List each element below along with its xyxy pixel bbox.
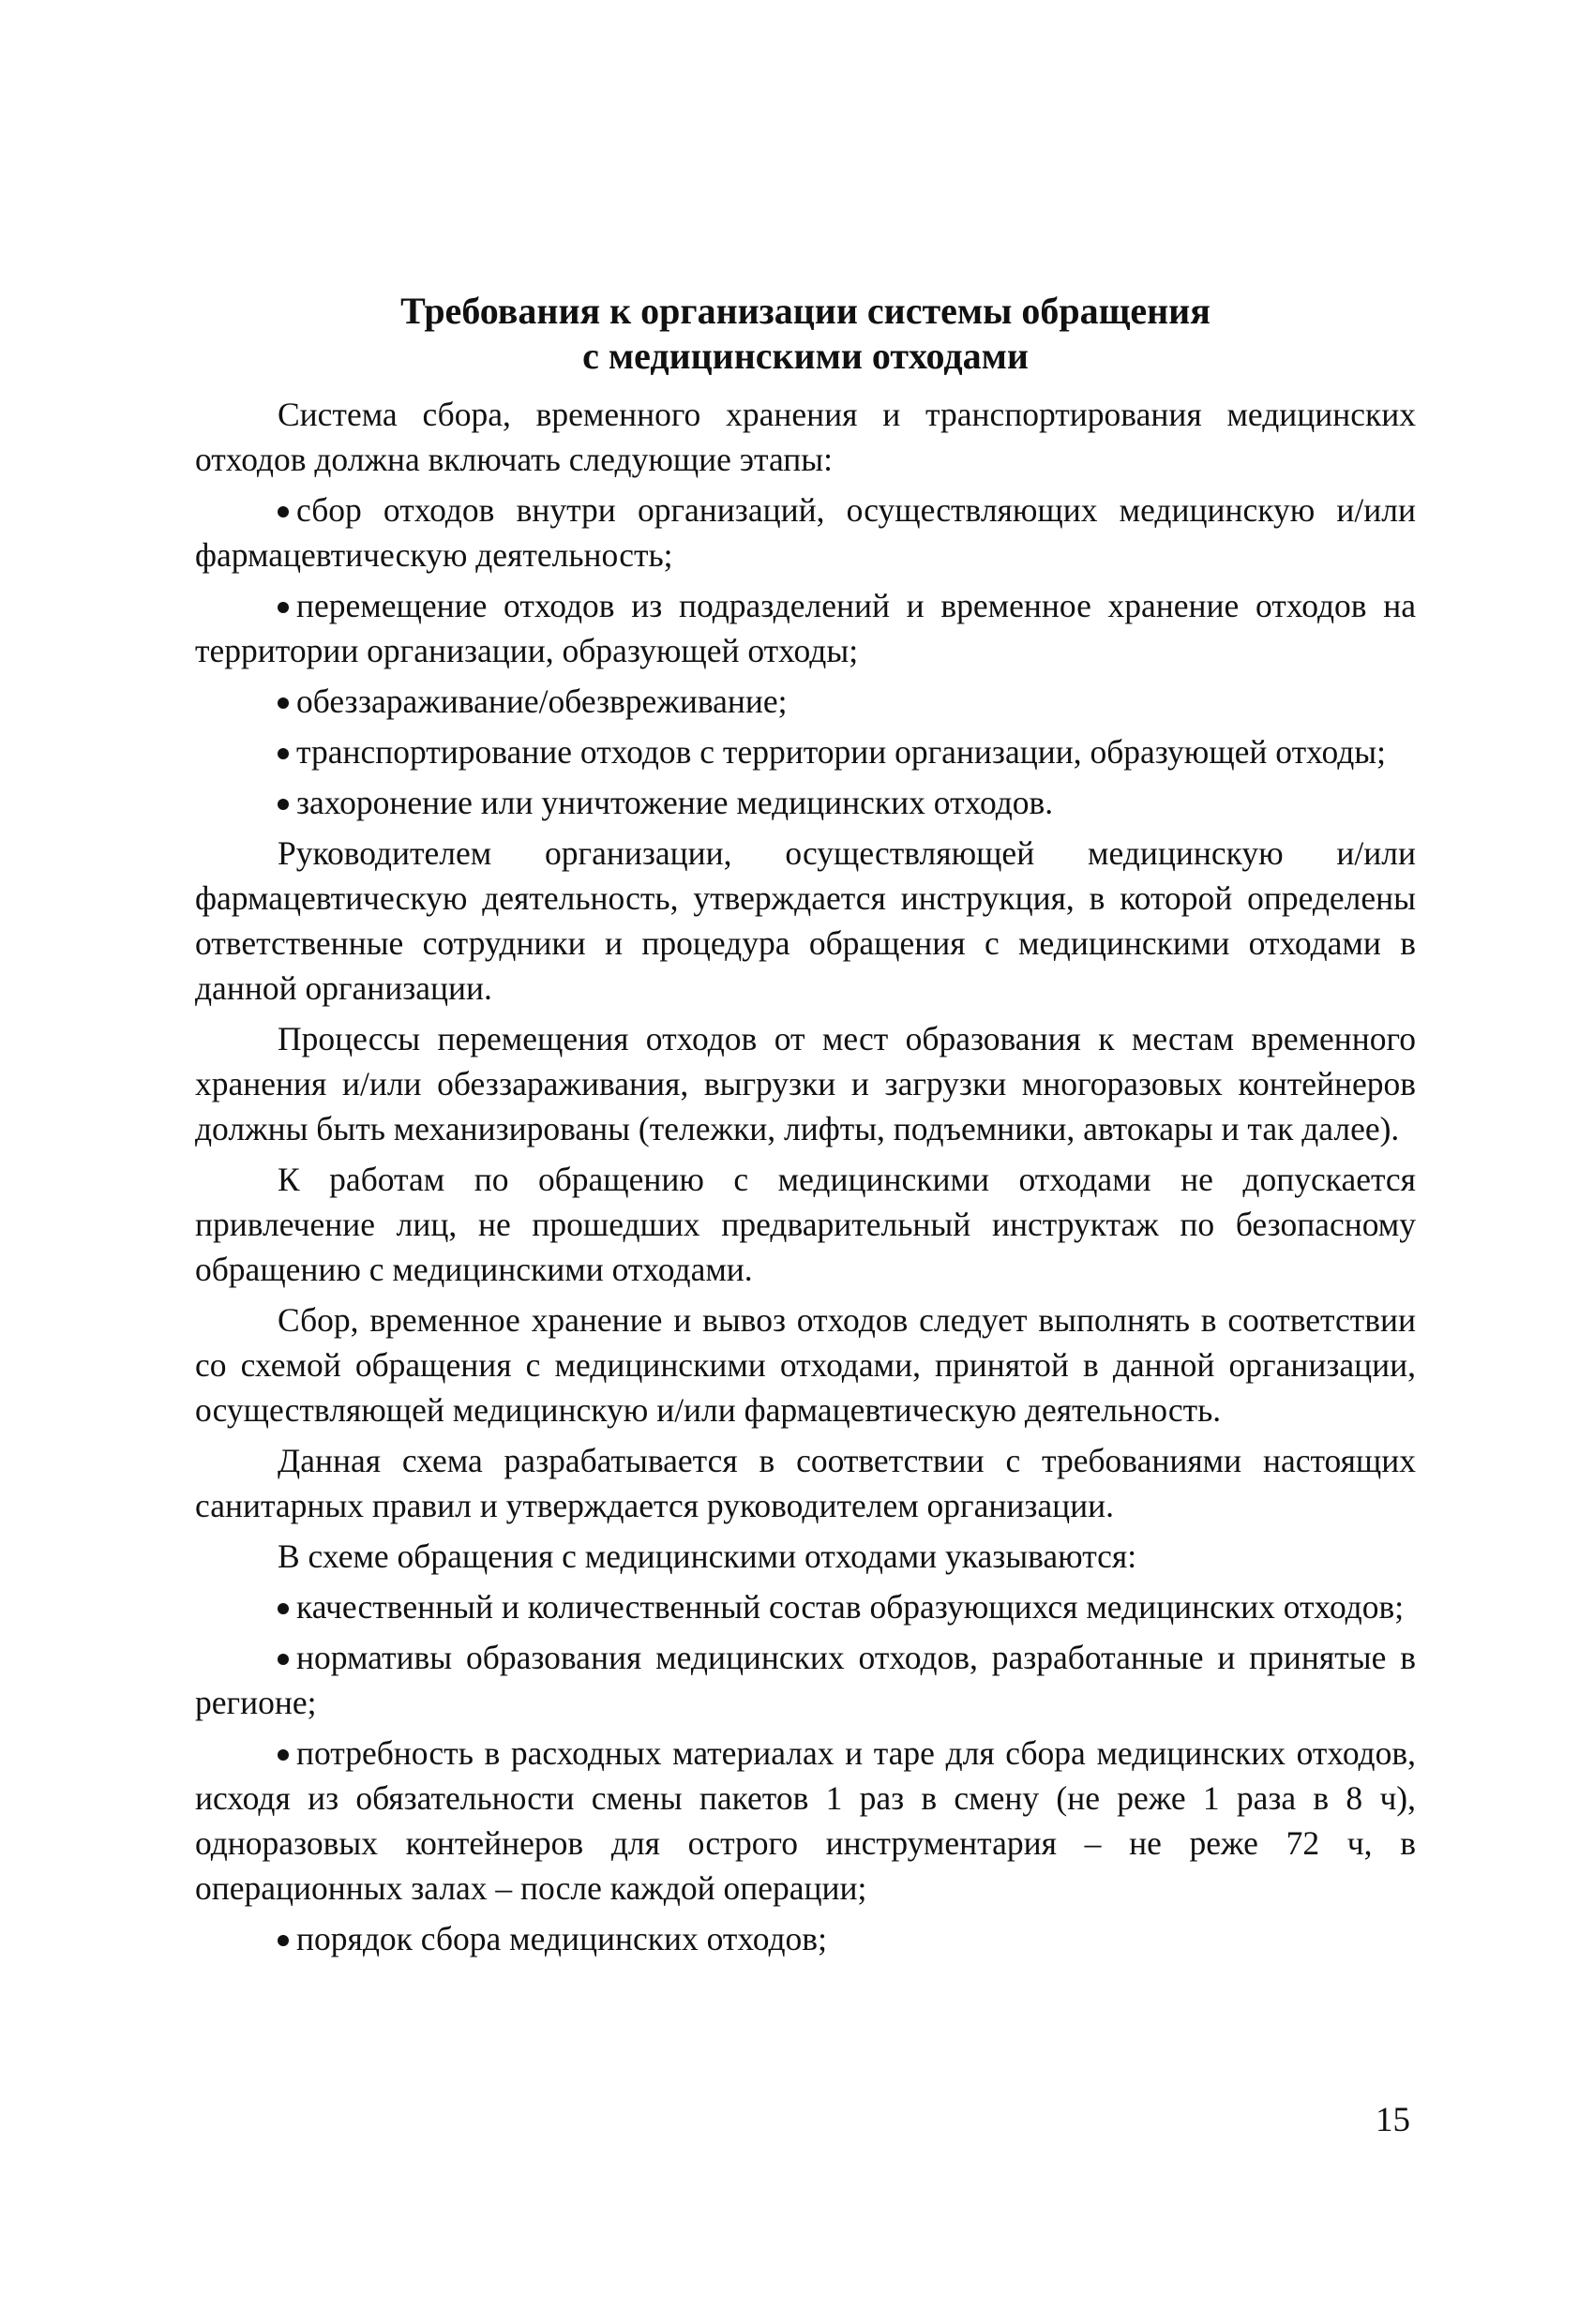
section-title [195,289,1416,379]
bullet-item [195,487,1416,577]
bullet-text: обеззараживание/обезвреживание; [296,682,788,720]
bullet-text: нормативы образования медицинских отходов, разработанные и принятые в регионе; [195,1639,1416,1721]
bullet-icon [278,506,289,517]
bullet-icon [278,1749,289,1761]
paragraph: Система сбора, временного хранения и транспортирования медицинских отходов должна включать следующие этапы: [195,396,1416,478]
paragraph: Руководителем организации, осуществляющей медицинскую и/или фармацевтическую деятельность, утверждается инструкция, в которой определены ответственные сотрудники и процедура обращения с медицинскими отходами в данной организации. [195,834,1416,1007]
paragraph: Данная схема разрабатывается в соответствии с требованиями настоящих санитарных правил и утверждается руководителем организации. [195,1442,1416,1524]
bullet-text: захоронение или уничтожение медицинских отходов. [296,784,1054,821]
page-number: 15 [1376,2101,1410,2139]
bullet-icon [278,602,289,613]
paragraph: В схеме обращения с медицинскими отходами указываются: [278,1537,1137,1575]
bullet-icon [278,1654,289,1665]
paragraph: Сбор, временное хранение и вывоз отходов следует выполнять в соответствии со схемой обращения с медицинскими отходами, принятой в данной организации, осуществляющей медицинскую и/или фармацевтическую деятельность. [195,1301,1416,1429]
bullet-item [195,679,1416,724]
section-title-line-1: Требования к организации системы обращения [400,290,1211,332]
section-title-line-2: с медицинскими отходами [582,335,1029,377]
bullet-icon [278,1603,289,1614]
bullet-item [195,729,1416,774]
bullet-item [195,780,1416,825]
paragraph: К работам по обращению с медицинскими отходами не допускается привлечение лиц, не прошедших предварительный инструктаж по безопасному обращению с медицинскими отходами. [195,1161,1416,1288]
bullet-item [195,1635,1416,1725]
bullet-item [195,1731,1416,1911]
page-content [195,289,1416,1967]
bullet-icon [278,748,289,759]
bullet-text: качественный и количественный состав образующихся медицинских отходов; [296,1588,1405,1626]
bullet-icon [278,799,289,810]
bullet-text: транспортирование отходов с территории организации, образующей отходы; [296,733,1386,771]
bullet-text: сбор отходов внутри организаций, осуществляющих медицинскую и/или фармацевтическую деятельность; [195,491,1416,574]
bullet-item [195,583,1416,673]
bullet-item [195,1584,1416,1629]
bullet-icon [278,697,289,709]
bullet-text: потребность в расходных материалах и таре для сбора медицинских отходов, исходя из обязательности смены пакетов 1 раз в смену (не реже 1 раза в 8 ч), одноразовых контейнеров для острого инструментария – не реже 72 ч, в операционных залах – после каждой операции; [195,1734,1416,1907]
bullet-icon [278,1935,289,1946]
bullet-text: порядок сбора медицинских отходов; [296,1920,827,1957]
bullet-item [195,1916,1416,1961]
bullet-text: перемещение отходов из подразделений и временное хранение отходов на территории организации, образующей отходы; [195,587,1416,669]
paragraph: Процессы перемещения отходов от мест образования к местам временного хранения и/или обеззараживания, выгрузки и загрузки многоразовых контейнеров должны быть механизированы (тележки, лифты, подъемники, автокары и так далее). [195,1020,1416,1147]
